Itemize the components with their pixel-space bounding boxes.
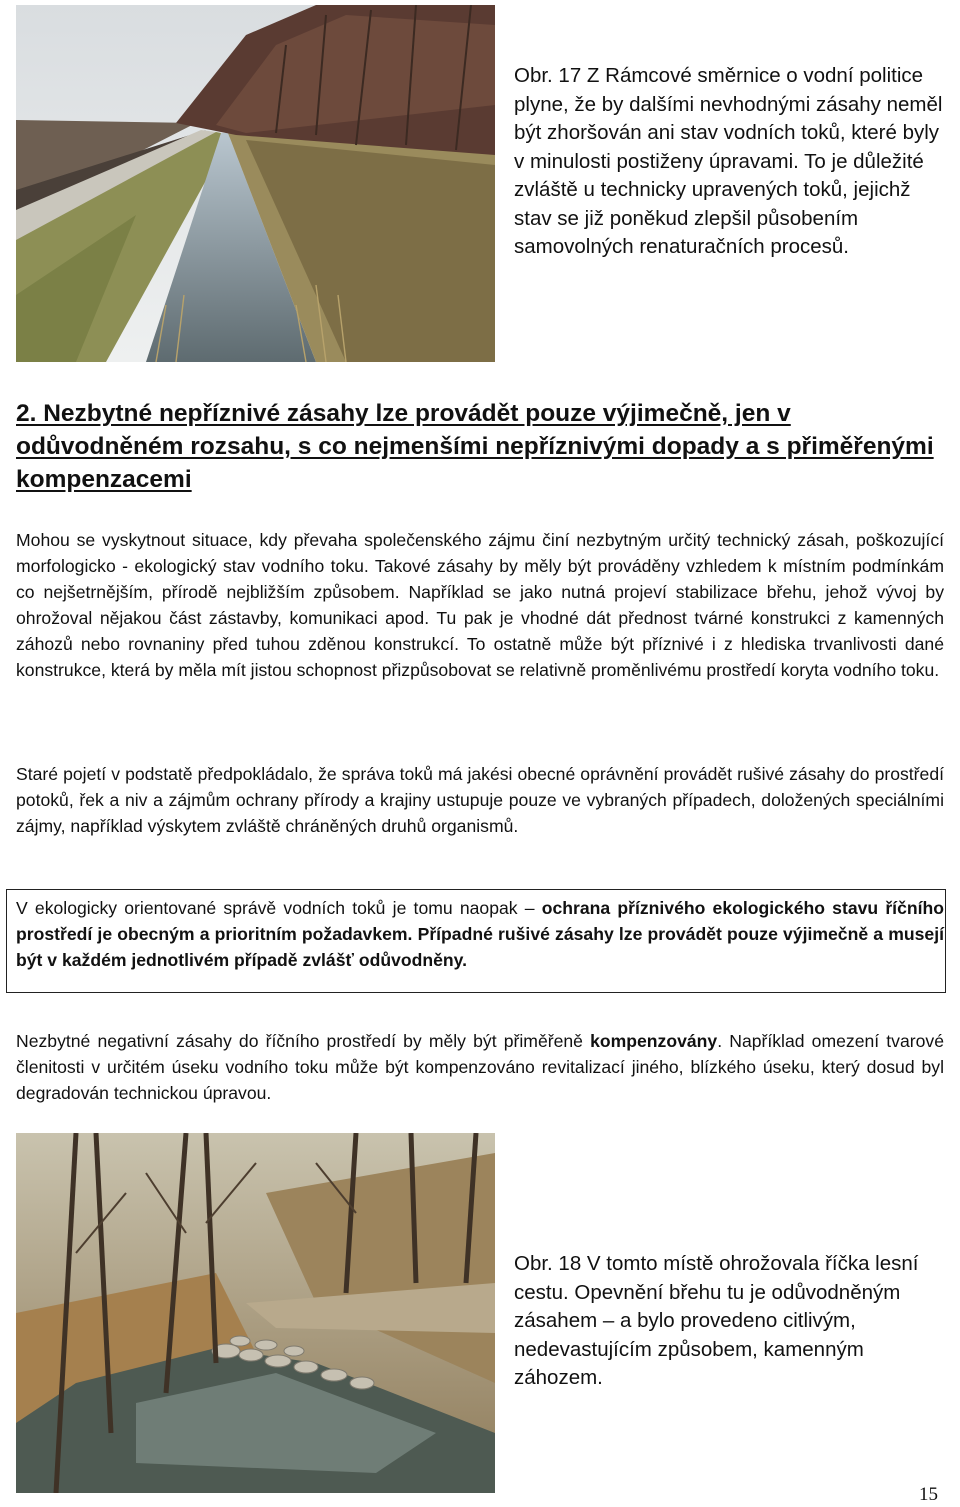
section-heading: 2. Nezbytné nepříznivé zásahy lze provádět pouze výjimečně, jen v odůvodněném rozsahu, s co nejmenšími nepříznivými dopady a s přiměřenými kompenzacemi [16,400,934,493]
compensation-lead-text: Nezbytné negativní zásahy do říčního prostředí by měly být přiměřeně [16,1031,591,1051]
photo-regulated-stream [16,5,495,362]
paragraph-compensation [16,1028,944,1106]
photo-regulated-stream-image [16,5,495,362]
photo-forest-stream-image [16,1133,495,1493]
figure-17-caption: Obr. 17 Z Rámcové směrnice o vodní politice plyne, že by dalšími nevhodnými zásahy neměl být zhoršován ani stav vodních toků, které byly v minulosti postiženy úpravami. To je důležité zvláště u technicky upravených toků, jejichž stav se již poněkud zlepšil působením samovolných renaturačních procesů. [514,64,943,258]
compensation-rest-text: . Například omezení tvarové členitosti v určitém úseku vodního toku může být kompenzováno revitalizací jiného, blízkého úseku, který dosud byl degradován technickou úpravou. [16,1031,944,1103]
photo-forest-stream [16,1133,495,1493]
paragraph-exceptions [16,527,944,683]
compensation-bold-text: kompenzovány [590,1031,718,1051]
paragraph-ecological-management [16,895,944,973]
paragraph-old-concept [16,761,944,839]
box-bold-text: ochrana příznivého ekologického stavu říčního prostředí je obecným a prioritním požadavkem. Případné rušivé zásahy lze provádět pouze výjimečně a musejí být v každém jednotlivém případě zvlášť odůvodněny. [16,898,944,970]
page-number: 15 [919,1484,938,1505]
box-lead-text: V ekologicky orientované správě vodních toků je tomu naopak – [16,898,542,918]
figure-18-caption: Obr. 18 V tomto místě ohrožovala říčka lesní cestu. Opevnění břehu tu je odůvodněným zásahem – a bylo provedeno citlivým, nedevastujícím způsobem, kamenným záhozem. [514,1252,919,1389]
paragraph-old-concept-text: Staré pojetí v podstatě předpokládalo, že správa toků má jakési obecné oprávnění provádět rušivé zásahy do prostředí potoků, řek a niv a zájmům ochrany přírody a krajiny ustupuje pouze ve vybraných případech, doložených speciálními zájmy, například výskytem zvláště chráněných druhů organismů. [16,764,944,836]
paragraph-exceptions-text: Mohou se vyskytnout situace, kdy převaha společenského zájmu činí nezbytným určitý technický zásah, poškozující morfologicko - ekologický stav vodního toku. Takové zásahy by měly být prováděny vzhledem k místním podmínkám co nejšetrnějším, přírodě nejbližším způsobem. Například se jako nutná projeví stabilizace břehu, jehož vývoj by ohrožoval nějakou část zástavby, komunikaci apod. Tu pak je vhodné dát přednost tvárné konstrukci z kamenných záhozů nebo rovnaniny před tuhou zděnou konstrukcí. To ostatně může být příznivé i z hlediska trvanlivosti dané konstrukce, která by měla mít jistou schopnost přizpůsobovat se relativně proměnlivému prostředí koryta vodního toku. [16,530,944,680]
